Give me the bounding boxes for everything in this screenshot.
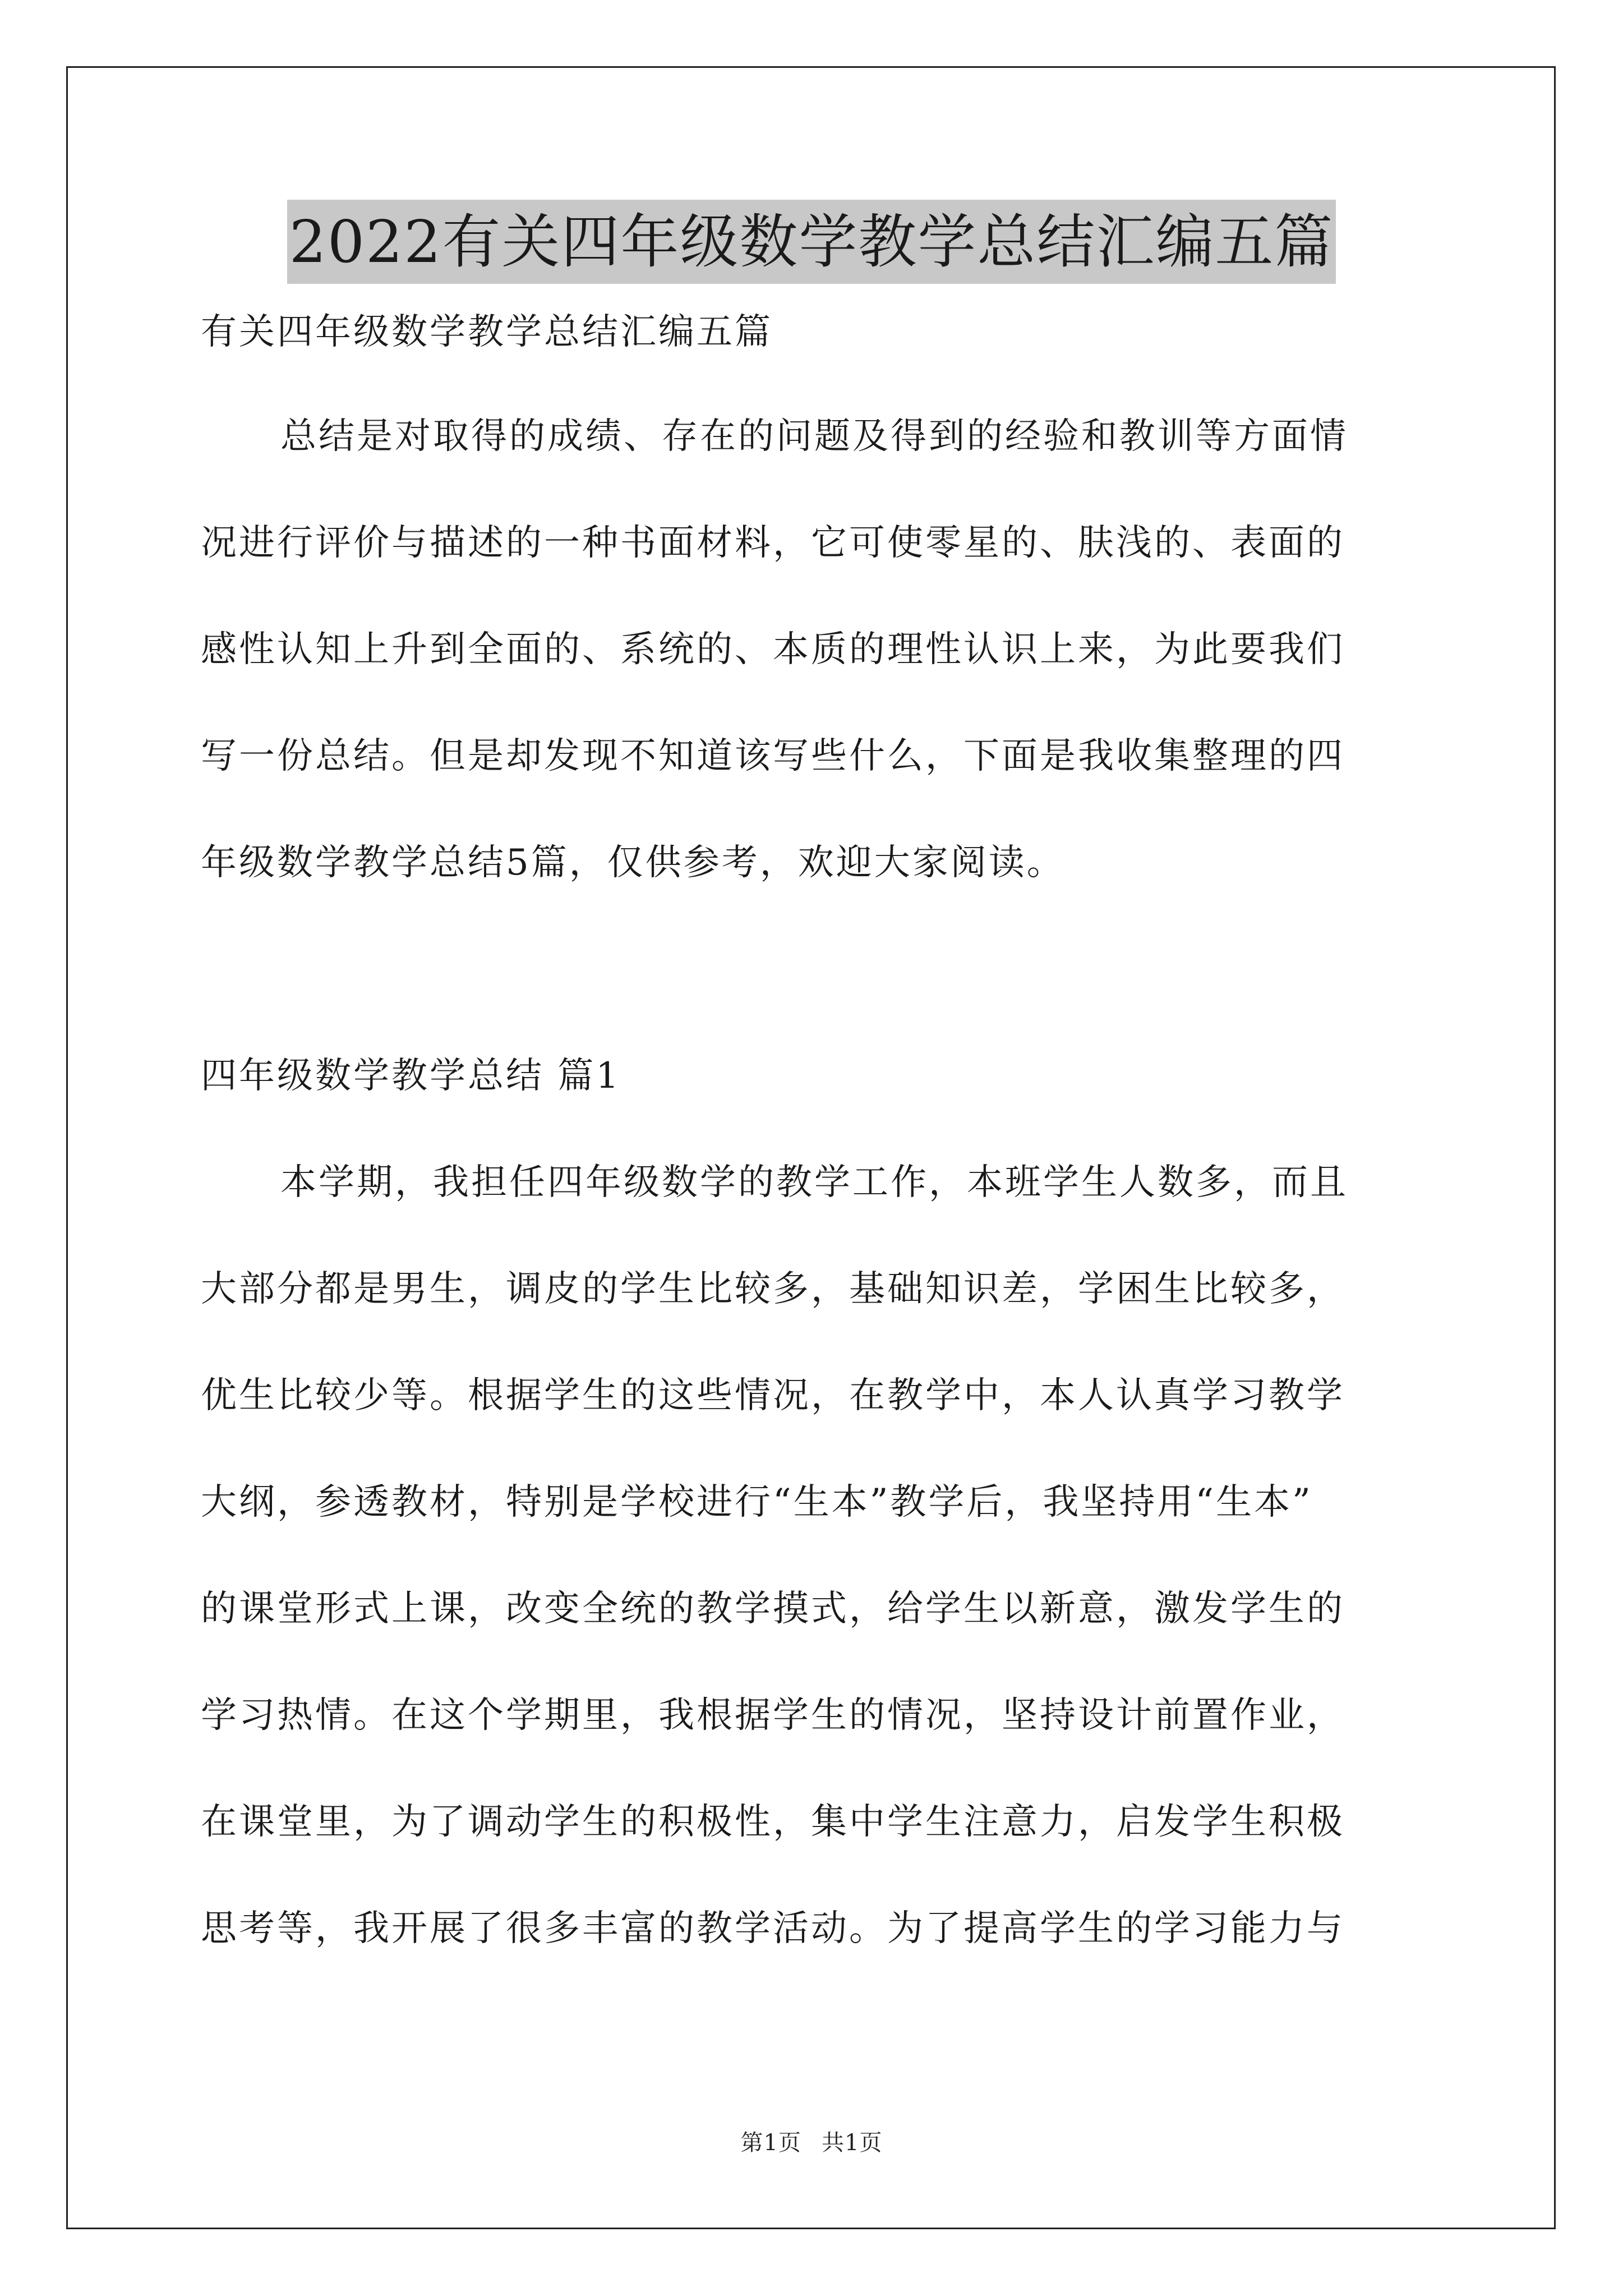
section-line: 优生比较少等。根据学生的这些情况，在教学中，本人认真学习教学 xyxy=(201,1375,1345,1416)
section-line: 大纲，参透教材，特别是学校进行“生本”教学后，我坚持用“生本” xyxy=(201,1481,1313,1523)
section-line: 大部分都是男生，调皮的学生比较多，基础知识差，学困生比较多， xyxy=(201,1268,1345,1310)
section-line: 本学期，我担任四年级数学的教学工作，本班学生人数多，而且 xyxy=(280,1162,1348,1203)
document-subtitle: 有关四年级数学教学总结汇编五篇 xyxy=(201,311,773,353)
section-line: 在课堂里，为了调动学生的积极性，集中学生注意力，启发学生积极 xyxy=(201,1801,1345,1843)
document-body xyxy=(201,311,1429,2017)
intro-line: 总结是对取得的成绩、存在的问题及得到的经验和教训等方面情 xyxy=(280,416,1348,457)
page-number-total: 共1页 xyxy=(822,2130,883,2156)
section-heading: 四年级数学教学总结 篇1 xyxy=(201,1055,621,1097)
page-footer xyxy=(0,2129,1623,2156)
intro-line: 况进行评价与描述的一种书面材料，它可使零星的、肤浅的、表面的 xyxy=(201,522,1345,564)
section-line: 学习热情。在这个学期里，我根据学生的情况，坚持设计前置作业， xyxy=(201,1695,1345,1736)
intro-line: 写一份总结。但是却发现不知道该写些什么，下面是我收集整理的四 xyxy=(201,735,1345,777)
section-line: 的课堂形式上课，改变全统的教学摸式，给学生以新意，激发学生的 xyxy=(201,1588,1345,1630)
title-wrap xyxy=(0,200,1623,284)
page-number-current: 第1页 xyxy=(740,2130,801,2156)
section-line: 思考等，我开展了很多丰富的教学活动。为了提高学生的学习能力与 xyxy=(201,1908,1345,1949)
intro-line: 年级数学教学总结5篇，仅供参考，欢迎大家阅读。 xyxy=(201,842,1065,884)
intro-line: 感性认知上升到全面的、系统的、本质的理性认识上来，为此要我们 xyxy=(201,629,1345,670)
document-title: 2022有关四年级数学教学总结汇编五篇 xyxy=(287,200,1336,284)
